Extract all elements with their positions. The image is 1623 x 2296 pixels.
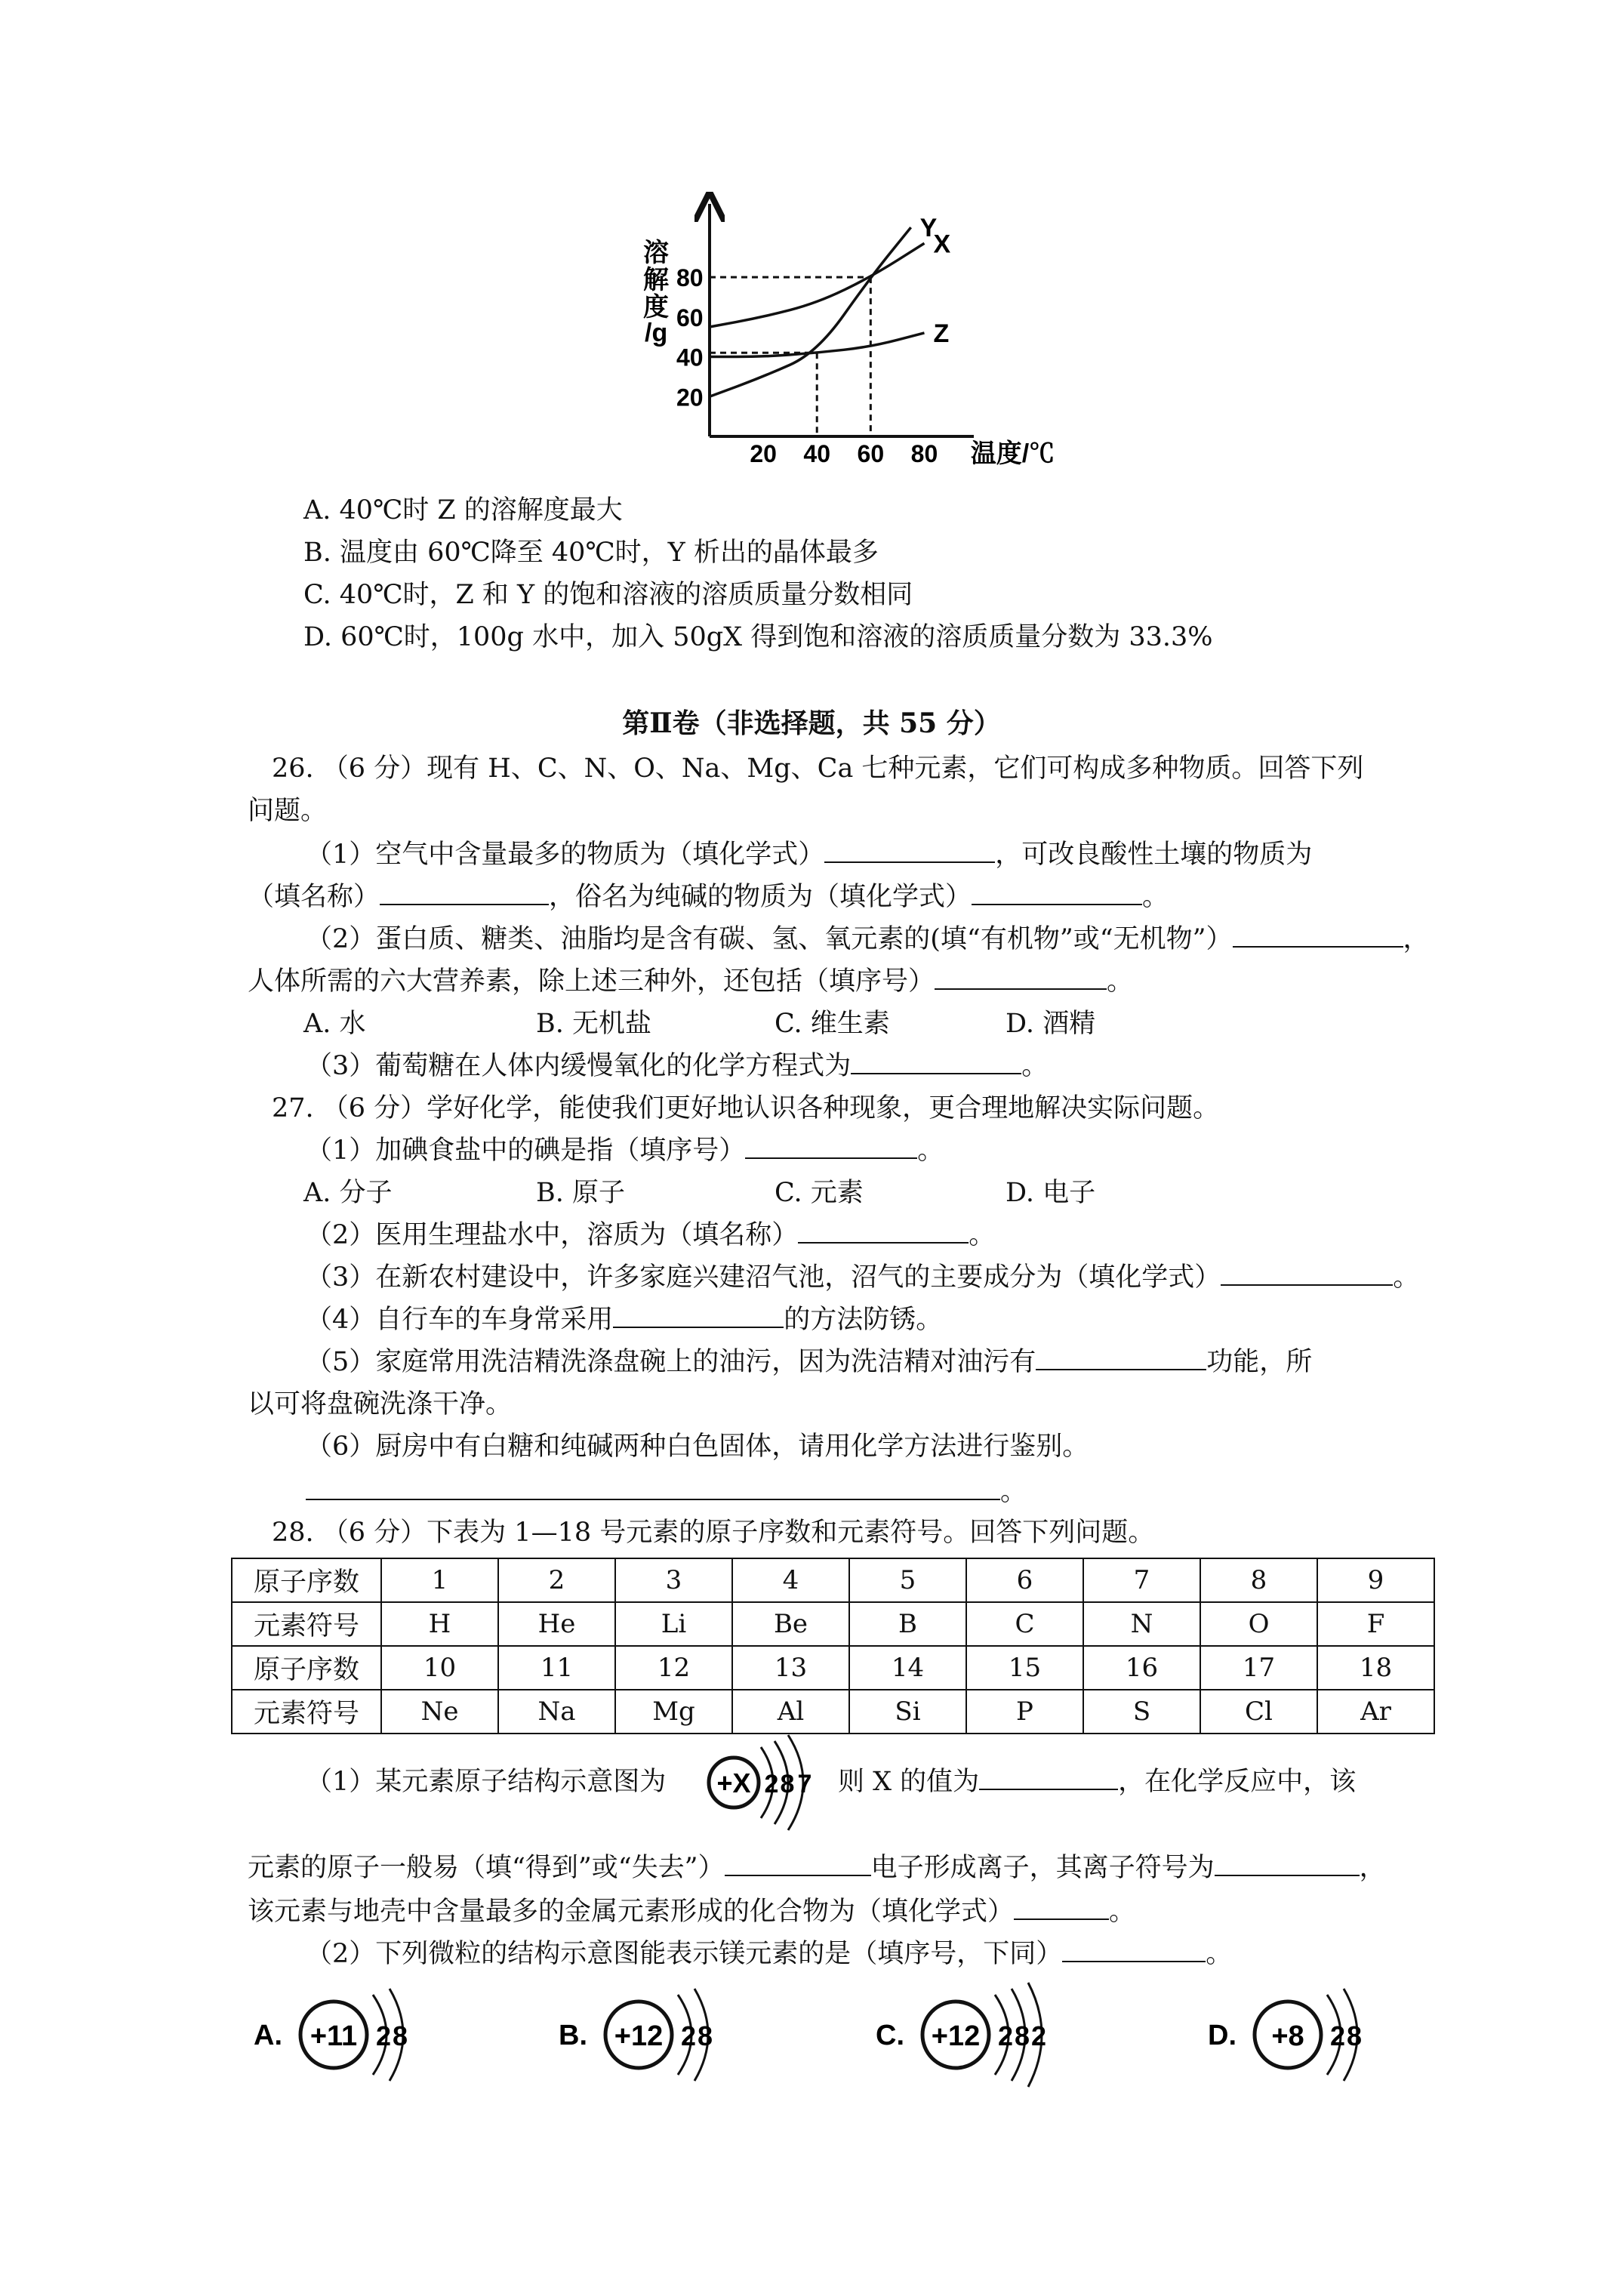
atom-nucleus: +X (716, 1767, 751, 1798)
answer-blank[interactable] (979, 1766, 1118, 1790)
q26-option-a: A. 水 (303, 1009, 366, 1039)
q25-option-b: B. 温度由 60℃降至 40℃时，Y 析出的晶体最多 (303, 538, 879, 568)
table-cell: Na (498, 1690, 615, 1734)
q26-p1-text4: ，俗名为纯碱的物质为（填化学式） (549, 882, 972, 912)
q28-p2-text2: 。 (1206, 1939, 1233, 1969)
table-cell: 14 (849, 1646, 966, 1690)
table-cell: 10 (381, 1646, 498, 1690)
q27-p5-text2: 功能，所 (1206, 1347, 1313, 1377)
table-cell: 12 (615, 1646, 732, 1690)
series-label-Y: Y (919, 214, 938, 243)
atom-shell-2: 8 (780, 1770, 795, 1798)
table-cell: 2 (498, 1558, 615, 1602)
x-axis-label: 温度/℃ (970, 439, 1055, 468)
q27-p6-text2: 。 (1000, 1477, 1027, 1507)
table-row (232, 1558, 1434, 1602)
q26-option-c: C. 维生素 (775, 1009, 890, 1039)
q28-part1-line1 (306, 1765, 666, 1798)
y-tick-label: 20 (676, 384, 704, 411)
x-tick-label: 60 (857, 440, 885, 467)
answer-blank[interactable] (380, 881, 549, 905)
q27-part5 (306, 1345, 1312, 1379)
q26-p2-text: （2）蛋白质、糖类、油脂均是含有碳、氢、氧元素的(填“有机物”或“无机物”） (306, 924, 1233, 954)
q27-part6: （6）厨房中有白糖和纯碱两种白色固体，请用化学方法进行鉴别。 (306, 1432, 1089, 1462)
nucleus-charge: +12 (931, 2020, 981, 2052)
q28-p1-text8: 。 (1109, 1897, 1136, 1927)
series-curve-X (710, 243, 924, 327)
atom-diagram-option (559, 1978, 755, 2091)
atom-shell-1: 2 (764, 1770, 779, 1798)
option-label: A. (254, 2020, 282, 2051)
q27-p5-text: （5）家庭常用洗洁精洗涤盘碗上的油污，因为洗洁精对油污有 (306, 1347, 1036, 1377)
answer-blank[interactable] (935, 966, 1107, 990)
y-tick-label: 40 (676, 344, 704, 371)
answer-blank[interactable] (1014, 1896, 1109, 1920)
answer-blank[interactable] (1215, 1852, 1360, 1876)
answer-blank[interactable] (798, 1219, 969, 1244)
q28-p1-text: （1）某元素原子结构示意图为 (306, 1767, 667, 1797)
table-cell: O (1200, 1602, 1317, 1646)
nucleus-charge: +12 (614, 2020, 664, 2052)
table-cell: 9 (1317, 1558, 1434, 1602)
q27-p1-text: （1）加碘食盐中的碘是指（填序号） (306, 1136, 746, 1166)
y-axis-label-3: 度 (643, 293, 669, 322)
answer-blank[interactable] (972, 881, 1142, 905)
q28-p1-text2: 则 X 的值为 (838, 1767, 980, 1797)
q27-p4-text2: 的方法防锈。 (784, 1305, 943, 1335)
table-cell: Al (732, 1690, 849, 1734)
element-table (231, 1558, 1435, 1734)
q28-stem: 28. （6 分）下表为 1—18 号元素的原子序数和元素符号。回答下列问题。 (272, 1518, 1155, 1548)
answer-blank[interactable] (1062, 1938, 1206, 1962)
table-cell: F (1317, 1602, 1434, 1646)
x-tick-label: 40 (803, 440, 831, 467)
q26-p3-text2: 。 (1021, 1051, 1049, 1081)
shell-electron-count: 8 (392, 2020, 408, 2051)
table-cell: 5 (849, 1558, 966, 1602)
q28-p1-text6: ， (1359, 1853, 1386, 1883)
answer-blank[interactable] (851, 1050, 1021, 1074)
table-row-header: 元素符号 (232, 1690, 381, 1734)
solubility-chart (634, 195, 1055, 468)
q27-p3-text: （3）在新农村建设中，许多家庭兴建沼气池，沼气的主要成分为（填化学式） (306, 1262, 1221, 1293)
option-label: B. (559, 2020, 587, 2051)
q26-p2-text2: ， (1403, 924, 1430, 954)
q27-p2-text2: 。 (969, 1220, 996, 1250)
nucleus-charge: +11 (310, 2020, 358, 2052)
q27-option-a: A. 分子 (303, 1178, 393, 1208)
q26-p1-text5: 。 (1142, 882, 1169, 912)
series-label-Z: Z (933, 319, 950, 348)
q28-part1-line3 (248, 1895, 1135, 1928)
q28-part1-line2 (248, 1851, 1386, 1885)
q27-part5-cont: 以可将盘碗洗涤干净。 (248, 1389, 513, 1419)
shell-electron-count: 8 (1014, 2020, 1030, 2051)
table-cell: Be (732, 1602, 849, 1646)
shell-electron-count: 2 (680, 2020, 697, 2051)
q27-p4-text: （4）自行车的车身常采用 (306, 1305, 614, 1335)
table-cell: Li (615, 1602, 732, 1646)
shell-electron-count: 8 (1346, 2020, 1363, 2051)
y-axis-label-1: 溶 (643, 239, 669, 267)
table-cell: 18 (1317, 1646, 1434, 1690)
table-cell: 4 (732, 1558, 849, 1602)
table-row (232, 1602, 1434, 1646)
table-cell: He (498, 1602, 615, 1646)
q27-option-c: C. 元素 (775, 1178, 864, 1208)
table-cell: Mg (615, 1690, 732, 1734)
table-cell: Ne (381, 1690, 498, 1734)
shell-electron-count: 2 (375, 2020, 392, 2051)
answer-blank[interactable] (1221, 1262, 1393, 1286)
table-cell: 3 (615, 1558, 732, 1602)
q28-p1-text3: ，在化学反应中，该 (1118, 1767, 1357, 1797)
table-cell: Ar (1317, 1690, 1434, 1734)
nucleus-charge: +8 (1271, 2020, 1304, 2052)
q27-option-d: D. 电子 (1006, 1178, 1096, 1208)
table-cell: 16 (1083, 1646, 1200, 1690)
shell-electron-count: 2 (997, 2020, 1014, 2051)
q27-p3-text2: 。 (1393, 1262, 1420, 1293)
table-cell: P (966, 1690, 1083, 1734)
q26-stem: 26. （6 分）现有 H、C、N、O、Na、Mg、Ca 七种元素，它们可构成多种物质。回答下列 (272, 754, 1364, 784)
table-row (232, 1646, 1434, 1690)
atom-diagram-option (1208, 1978, 1404, 2091)
q26-p2-text3: 人体所需的六大营养素，除上述三种外，还包括（填序号） (248, 966, 935, 997)
shell-electron-count: 2 (1030, 2020, 1047, 2051)
x-tick-label: 80 (910, 440, 938, 467)
answer-blank[interactable] (1233, 923, 1403, 948)
q28-p1-text5: 电子形成离子，其离子符号为 (870, 1853, 1215, 1883)
table-cell: H (381, 1602, 498, 1646)
table-cell: 7 (1083, 1558, 1200, 1602)
table-cell: 17 (1200, 1646, 1317, 1690)
table-row-header: 原子序数 (232, 1646, 381, 1690)
table-cell: 13 (732, 1646, 849, 1690)
table-cell: S (1083, 1690, 1200, 1734)
q26-part1-line2 (248, 880, 1169, 914)
q26-p1-text2: ，可改良酸性土壤的物质为 (995, 840, 1313, 870)
table-cell: 11 (498, 1646, 615, 1690)
q26-p1-text3: （填名称） (248, 882, 380, 912)
q27-part4 (306, 1303, 942, 1336)
q26-p2-text4: 。 (1107, 966, 1134, 997)
q25-option-d: D. 60℃时，100g 水中，加入 50gX 得到饱和溶液的溶质质量分数为 33.3% (303, 622, 1213, 652)
shell-electron-count: 8 (697, 2020, 713, 2051)
q26-p1-text: （1）空气中含量最多的物质为（填化学式） (306, 840, 825, 870)
table-cell: B (849, 1602, 966, 1646)
q26-part2-line2 (248, 965, 1133, 998)
option-label: C. (876, 2020, 904, 2051)
table-cell: 1 (381, 1558, 498, 1602)
answer-blank[interactable] (306, 1476, 1000, 1500)
q28-p2-text: （2）下列微粒的结构示意图能表示镁元素的是（填序号，下同） (306, 1939, 1063, 1969)
x-tick-label: 20 (750, 440, 777, 467)
q25-option-a: A. 40℃时 Z 的溶解度最大 (303, 495, 623, 525)
y-axis-label-4: /g (645, 319, 668, 347)
q25-option-c: C. 40℃时，Z 和 Y 的饱和溶液的溶质质量分数相同 (303, 580, 913, 610)
q27-option-b: B. 原子 (536, 1178, 625, 1208)
q27-part6-answer (306, 1475, 1027, 1509)
shell-electron-count: 2 (1329, 2020, 1346, 2051)
answer-blank[interactable] (745, 1135, 917, 1159)
q28-p1-text4: 元素的原子一般易（填“得到”或“失去”） (248, 1853, 725, 1883)
table-cell: 15 (966, 1646, 1083, 1690)
section-title: 第Ⅱ卷（非选择题，共 55 分） (622, 707, 1001, 739)
q27-p1-text2: 。 (917, 1136, 944, 1166)
atom-diagram-option (254, 1978, 450, 2091)
y-axis-label-2: 解 (643, 266, 669, 294)
answer-blank[interactable] (725, 1852, 871, 1876)
table-cell: N (1083, 1602, 1200, 1646)
atom-shell-3: 7 (797, 1770, 812, 1798)
answer-blank[interactable] (613, 1304, 784, 1328)
q27-part2 (306, 1219, 995, 1252)
atom-structure-x (702, 1734, 853, 1832)
answer-blank[interactable] (1036, 1346, 1206, 1370)
q27-part3 (306, 1261, 1419, 1294)
q26-option-b: B. 无机盐 (536, 1009, 651, 1039)
y-tick-label: 60 (676, 304, 704, 331)
q26-part2-line1 (306, 923, 1430, 956)
table-cell: 8 (1200, 1558, 1317, 1602)
series-curve-Y (710, 227, 911, 396)
q27-part1 (306, 1134, 944, 1167)
q26-p3-text: （3）葡萄糖在人体内缓慢氧化的化学方程式为 (306, 1051, 852, 1081)
q26-part1-line1 (306, 838, 1312, 871)
q26-part3 (306, 1049, 1048, 1083)
atom-diagram-option (876, 1978, 1072, 2091)
table-cell: Si (849, 1690, 966, 1734)
table-row-header: 原子序数 (232, 1558, 381, 1602)
y-tick-label: 80 (676, 264, 704, 292)
option-label: D. (1208, 2020, 1236, 2051)
series-label-X: X (933, 230, 951, 259)
q27-p2-text: （2）医用生理盐水中，溶质为（填名称） (306, 1220, 799, 1250)
q26-option-d: D. 酒精 (1006, 1009, 1096, 1039)
q28-part1-line1b (838, 1765, 1356, 1798)
table-cell: Cl (1200, 1690, 1317, 1734)
table-cell: 6 (966, 1558, 1083, 1602)
table-row (232, 1690, 1434, 1734)
answer-blank[interactable] (824, 839, 995, 863)
table-row-header: 元素符号 (232, 1602, 381, 1646)
q28-part2 (306, 1937, 1232, 1971)
q26-stem-cont: 问题。 (248, 796, 328, 826)
q26-options (303, 1007, 1095, 1040)
table-cell: C (966, 1602, 1083, 1646)
q27-options (303, 1176, 1095, 1210)
q28-p1-text7: 该元素与地壳中含量最多的金属元素形成的化合物为（填化学式） (248, 1897, 1015, 1927)
q27-stem: 27. （6 分）学好化学，能使我们更好地认识各种现象，更合理地解决实际问题。 (272, 1093, 1220, 1123)
